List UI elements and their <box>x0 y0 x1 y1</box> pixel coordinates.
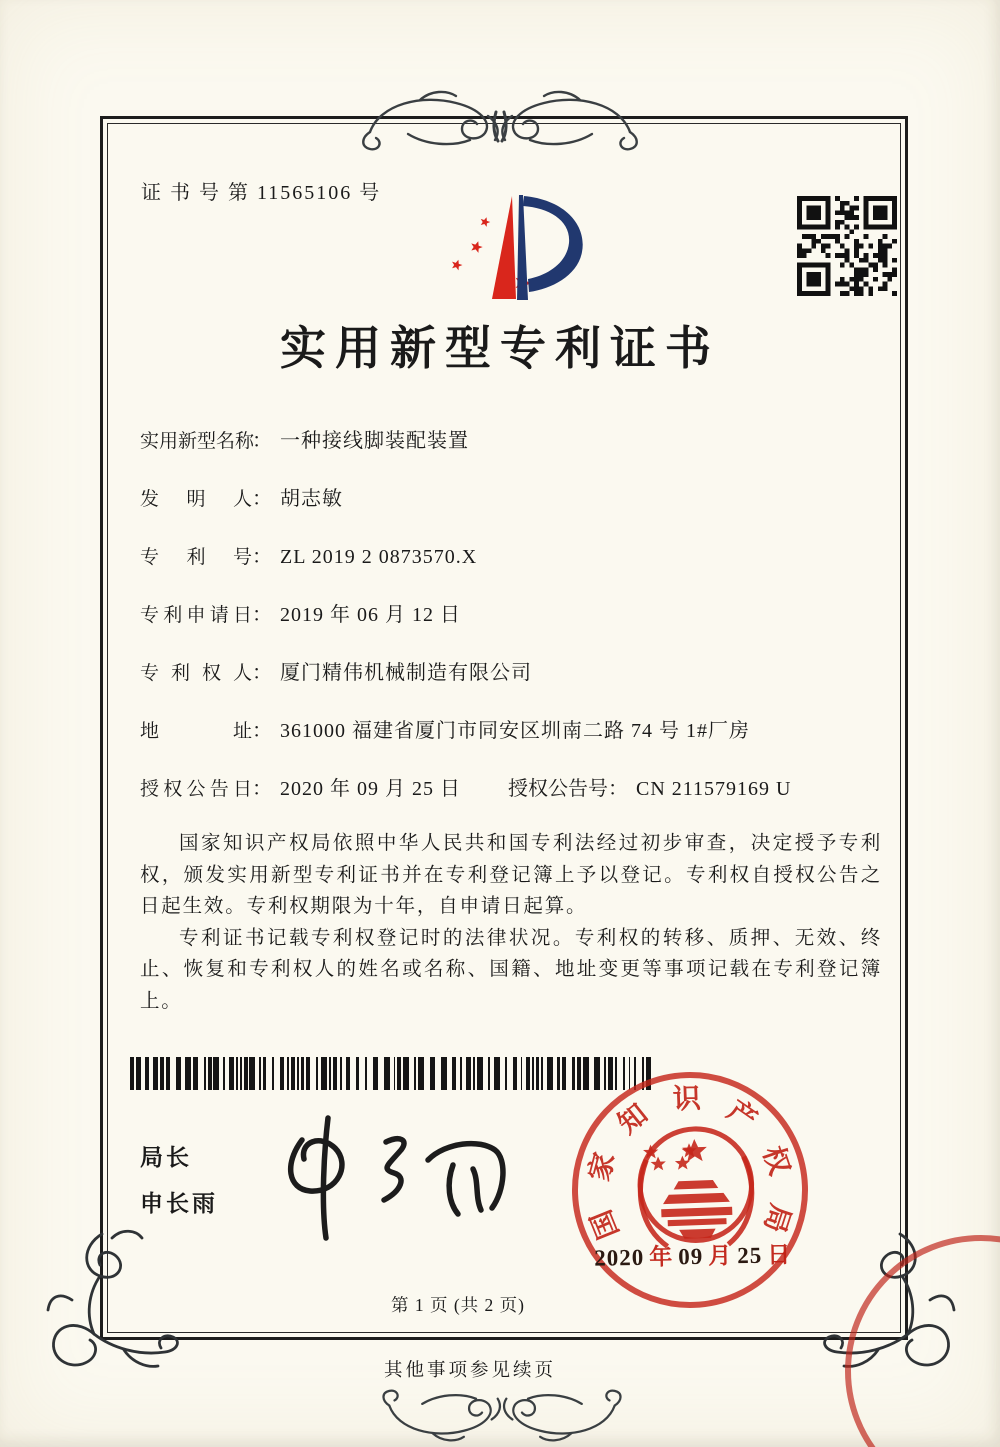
cnipa-logo-icon <box>428 182 593 310</box>
seal-ring-char: 产 <box>721 1094 762 1137</box>
field-list <box>140 424 885 830</box>
qr-code <box>797 196 897 296</box>
field-value: ZL 2019 2 0873570.X <box>280 546 478 568</box>
field-row-address: 地址： 361000 福建省厦门市同安区圳南二路 74 号 1#厂房 <box>140 714 885 772</box>
director-signature <box>258 1112 520 1244</box>
officer-block <box>140 1134 218 1226</box>
barcode <box>130 1057 657 1090</box>
field-label: 实用新型名称 <box>140 431 255 452</box>
seal-date: 2020 年 09 月 25 日 <box>594 1242 792 1271</box>
certificate-title: 实用新型专利证书 <box>280 323 720 374</box>
field-label: 授权公告日 <box>140 779 252 800</box>
field-label: 授权公告号 <box>508 778 608 800</box>
page-number: 第 1 页 (共 2 页) <box>390 1295 526 1315</box>
continuation-note: 其他事项参见续页 <box>384 1361 557 1381</box>
field-value: 361000 福建省厦门市同安区圳南二路 74 号 1#厂房 <box>280 720 750 742</box>
field-label: 专利申请日 <box>140 605 252 626</box>
field-value: 胡志敏 <box>280 488 343 510</box>
officer-title: 局长 <box>140 1144 192 1170</box>
certificate-number: 证 书 号 第 11565106 号 <box>141 182 382 204</box>
seal-ring-char: 知 <box>612 1098 655 1141</box>
legal-text <box>140 828 882 1017</box>
seal-ring-char: 局 <box>756 1199 796 1237</box>
field-row-patentee: 专利权人： 厦门精伟机械制造有限公司 <box>140 656 885 714</box>
seal-ring-char: 家 <box>583 1149 621 1185</box>
field-row-grant-date: 授权公告日： 2020 年 09 月 25 日 授权公告号： CN 211579169 U <box>140 772 885 830</box>
field-row-patent-no: 专利号： ZL 2019 2 0873570.X <box>140 540 885 598</box>
seal-ring-char: 识 <box>672 1083 702 1116</box>
field-value: 一种接线脚装配装置 <box>280 430 469 452</box>
field-row-inventor: 发明人： 胡志敏 <box>140 482 885 540</box>
body-paragraph: 国家知识产权局依照中华人民共和国专利法经过初步审查，决定授予专利权，颁发实用新型专利证书并在专利登记簿上予以登记。专利权自授权公告之日起生效。专利权期限为十年，自申请日起算。 <box>140 833 882 917</box>
officer-name: 申长雨 <box>140 1190 218 1216</box>
field-label: 地址 <box>140 721 252 742</box>
body-paragraph: 专利证书记载专利权登记时的法律状况。专利权的转移、质押、无效、终止、恢复和专利权人的姓名或名称、国籍、地址变更等事项记载在专利登记簿上。 <box>140 927 882 1012</box>
field-grant-number: 授权公告号： CN 211579169 U <box>508 778 792 800</box>
field-row-filing-date: 专利申请日： 2019 年 06 月 12 日 <box>140 598 885 656</box>
seal-ring-char: 权 <box>756 1142 795 1180</box>
field-value: 2019 年 06 月 12 日 <box>280 604 461 626</box>
bottom-flourish-ornament <box>372 1388 632 1444</box>
field-label: 专利号 <box>140 547 252 568</box>
field-label: 专利权人 <box>140 663 252 684</box>
field-label: 发明人 <box>140 489 252 510</box>
seal-ring-char: 国 <box>586 1205 626 1243</box>
field-value: 厦门精伟机械制造有限公司 <box>280 662 532 684</box>
field-value: 2020 年 09 月 25 日 <box>280 778 461 800</box>
field-row-name: 实用新型名称： 一种接线脚装配装置 <box>140 424 885 482</box>
field-value: CN 211579169 U <box>636 778 792 800</box>
